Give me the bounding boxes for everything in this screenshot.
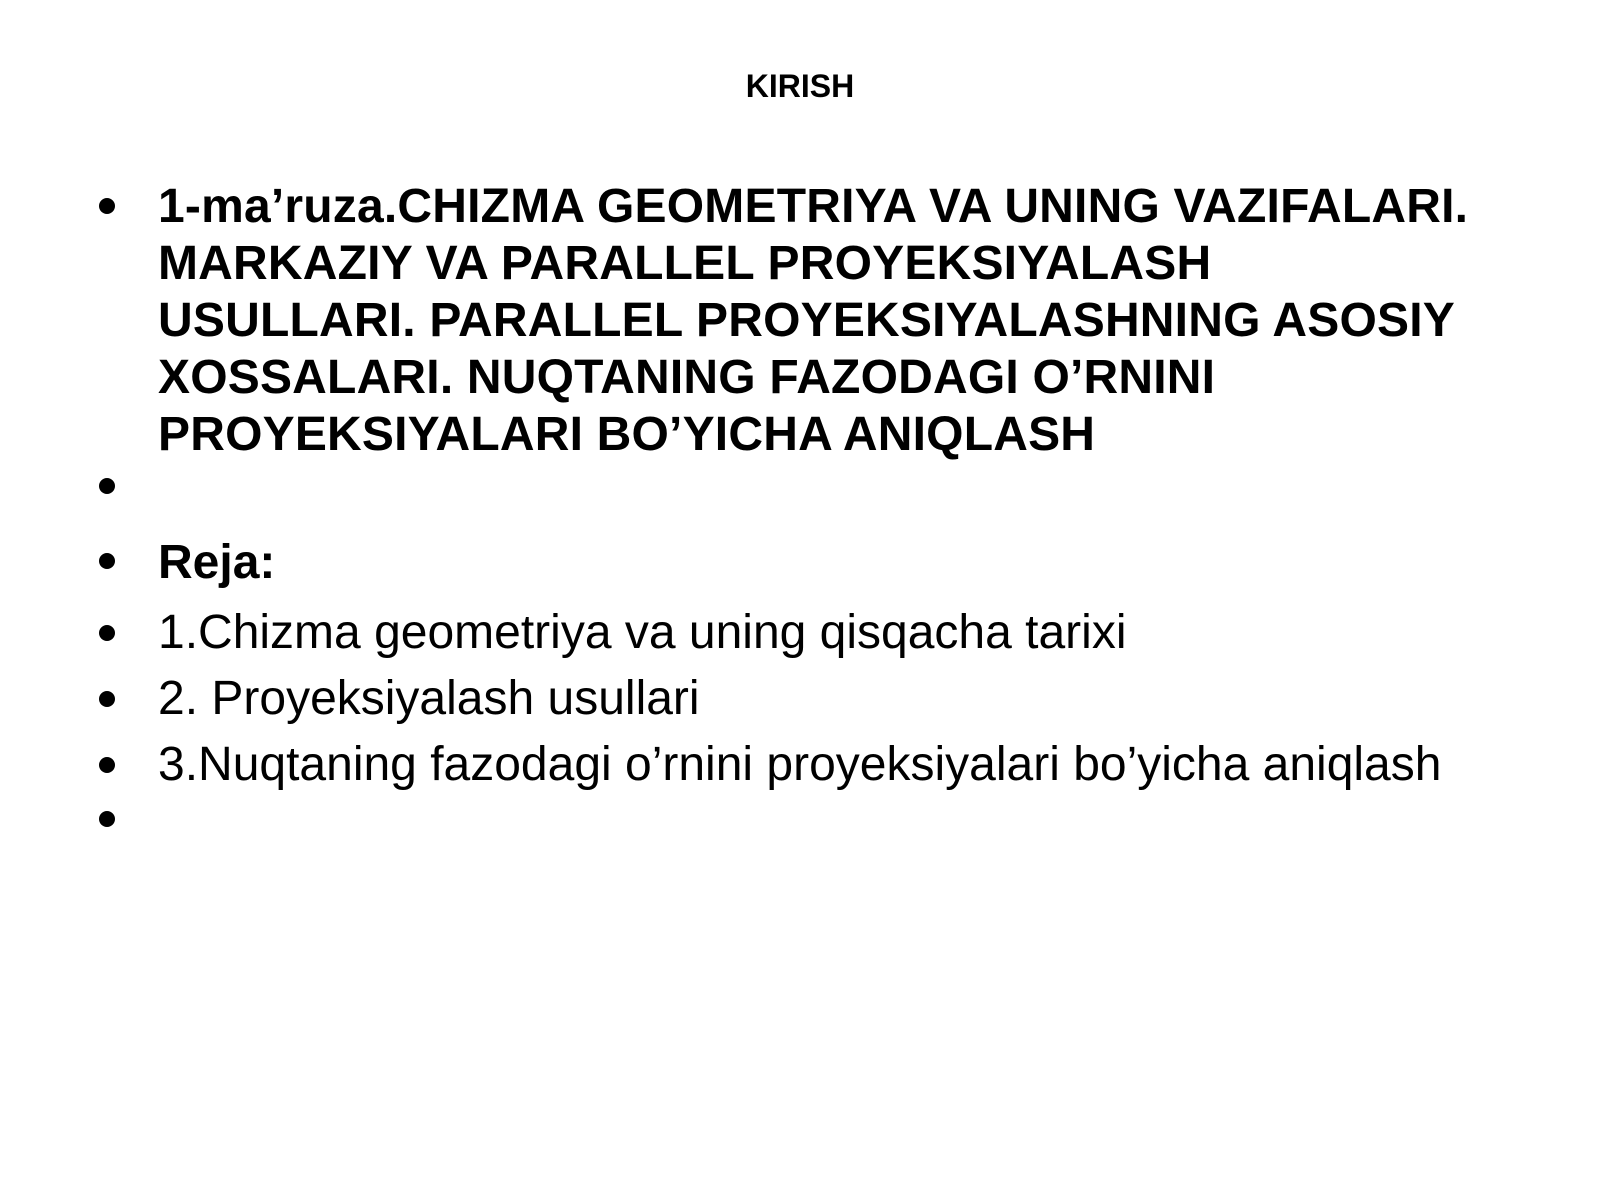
bullet-item-reja (90, 531, 1470, 595)
slide-title: KIRISH (745, 68, 855, 104)
bullet-dot-icon (99, 757, 115, 773)
bullet-dot-icon (99, 478, 115, 494)
bullet-item-empty (90, 463, 1470, 523)
plan-item-text: 3.Nuqtaning fazodagi o’rnini proyeksiyalari bo’yicha aniqlash (158, 738, 1442, 791)
plan-item (90, 671, 1470, 727)
bullet-dot-icon (99, 691, 115, 707)
bullet-dot-icon (99, 625, 115, 641)
bullet-list (90, 178, 1482, 853)
bullet-dot-icon (99, 811, 115, 827)
plan-item-text: 2. Proyeksiyalash usullari (158, 672, 700, 725)
plan-item-text: 1.Chizma geometriya va uning qisqacha tarixi (158, 606, 1127, 659)
plan-item (90, 605, 1470, 661)
plan-item (90, 737, 1470, 793)
bullet-item-lecture-heading (90, 178, 1482, 463)
bullet-dot-icon (99, 553, 115, 569)
lecture-heading: 1-ma’ruza.CHIZMA GEOMETRIYA VA UNING VAZIFALARI. MARKAZIY VA PARALLEL PROYEKSIYALASH USULLARI. PARALLEL PROYEKSIYALASHNING ASOSIY XOSSALARI. NUQTANING FAZODAGI O’RNINI PROYEKSIYALARI BO’YICHA ANIQLASH (158, 180, 1482, 461)
reja-label: Reja: (158, 536, 276, 589)
bullet-item-empty (90, 793, 1470, 853)
bullet-dot-icon (99, 198, 115, 214)
